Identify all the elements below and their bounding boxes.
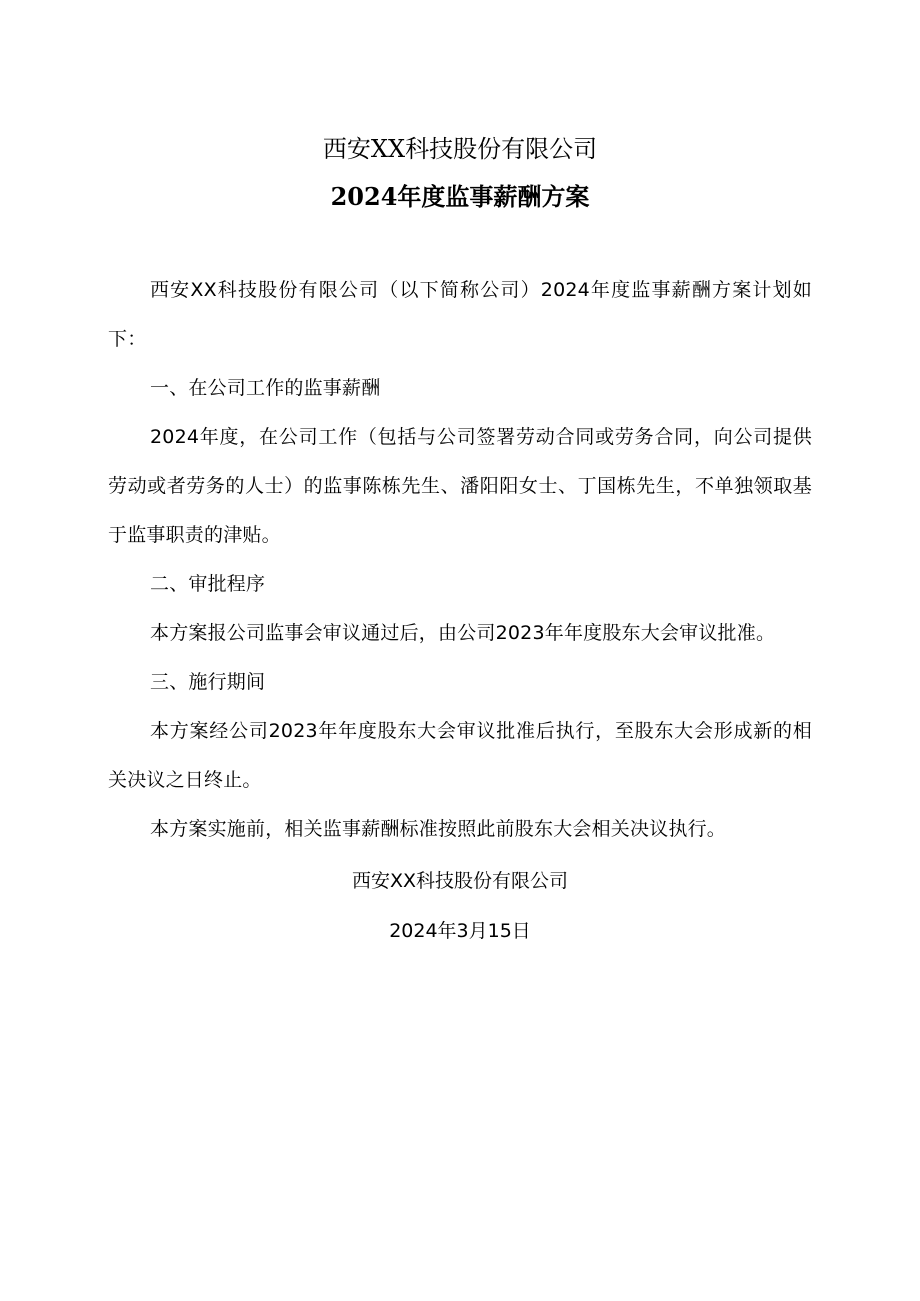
section-body-approval: 本方案报公司监事会审议通过后，由公司2023年年度股东大会审议批准。 <box>150 622 776 644</box>
document-title: 西安XX科技股份有限公司 <box>322 135 598 163</box>
section-body-period: 本方案经公司2023年年度股东大会审议批准后执行，至股东大会形成新的相关决议之日终止。 <box>108 720 812 791</box>
signature-company: 西安XX科技股份有限公司 <box>351 870 569 892</box>
document-subtitle: 2024年度监事薪酬方案 <box>330 182 590 211</box>
section-heading-salary: 一、在公司工作的监事薪酬 <box>150 377 381 399</box>
section-heading-approval: 二、审批程序 <box>150 573 266 595</box>
intro-paragraph: 西安XX科技股份有限公司（以下简称公司）2024年度监事薪酬方案计划如下： <box>108 279 812 350</box>
section-heading-period: 三、施行期间 <box>150 671 266 693</box>
closing-paragraph: 本方案实施前，相关监事薪酬标准按照此前股东大会相关决议执行。 <box>150 818 727 840</box>
section-body-salary: 2024年度，在公司工作（包括与公司签署劳动合同或劳务合同，向公司提供劳动或者劳务的人士）的监事陈栋先生、潘阳阳女士、丁国栋先生，不单独领取基于监事职责的津贴。 <box>108 426 812 546</box>
signature-date: 2024年3月15日 <box>389 920 531 942</box>
